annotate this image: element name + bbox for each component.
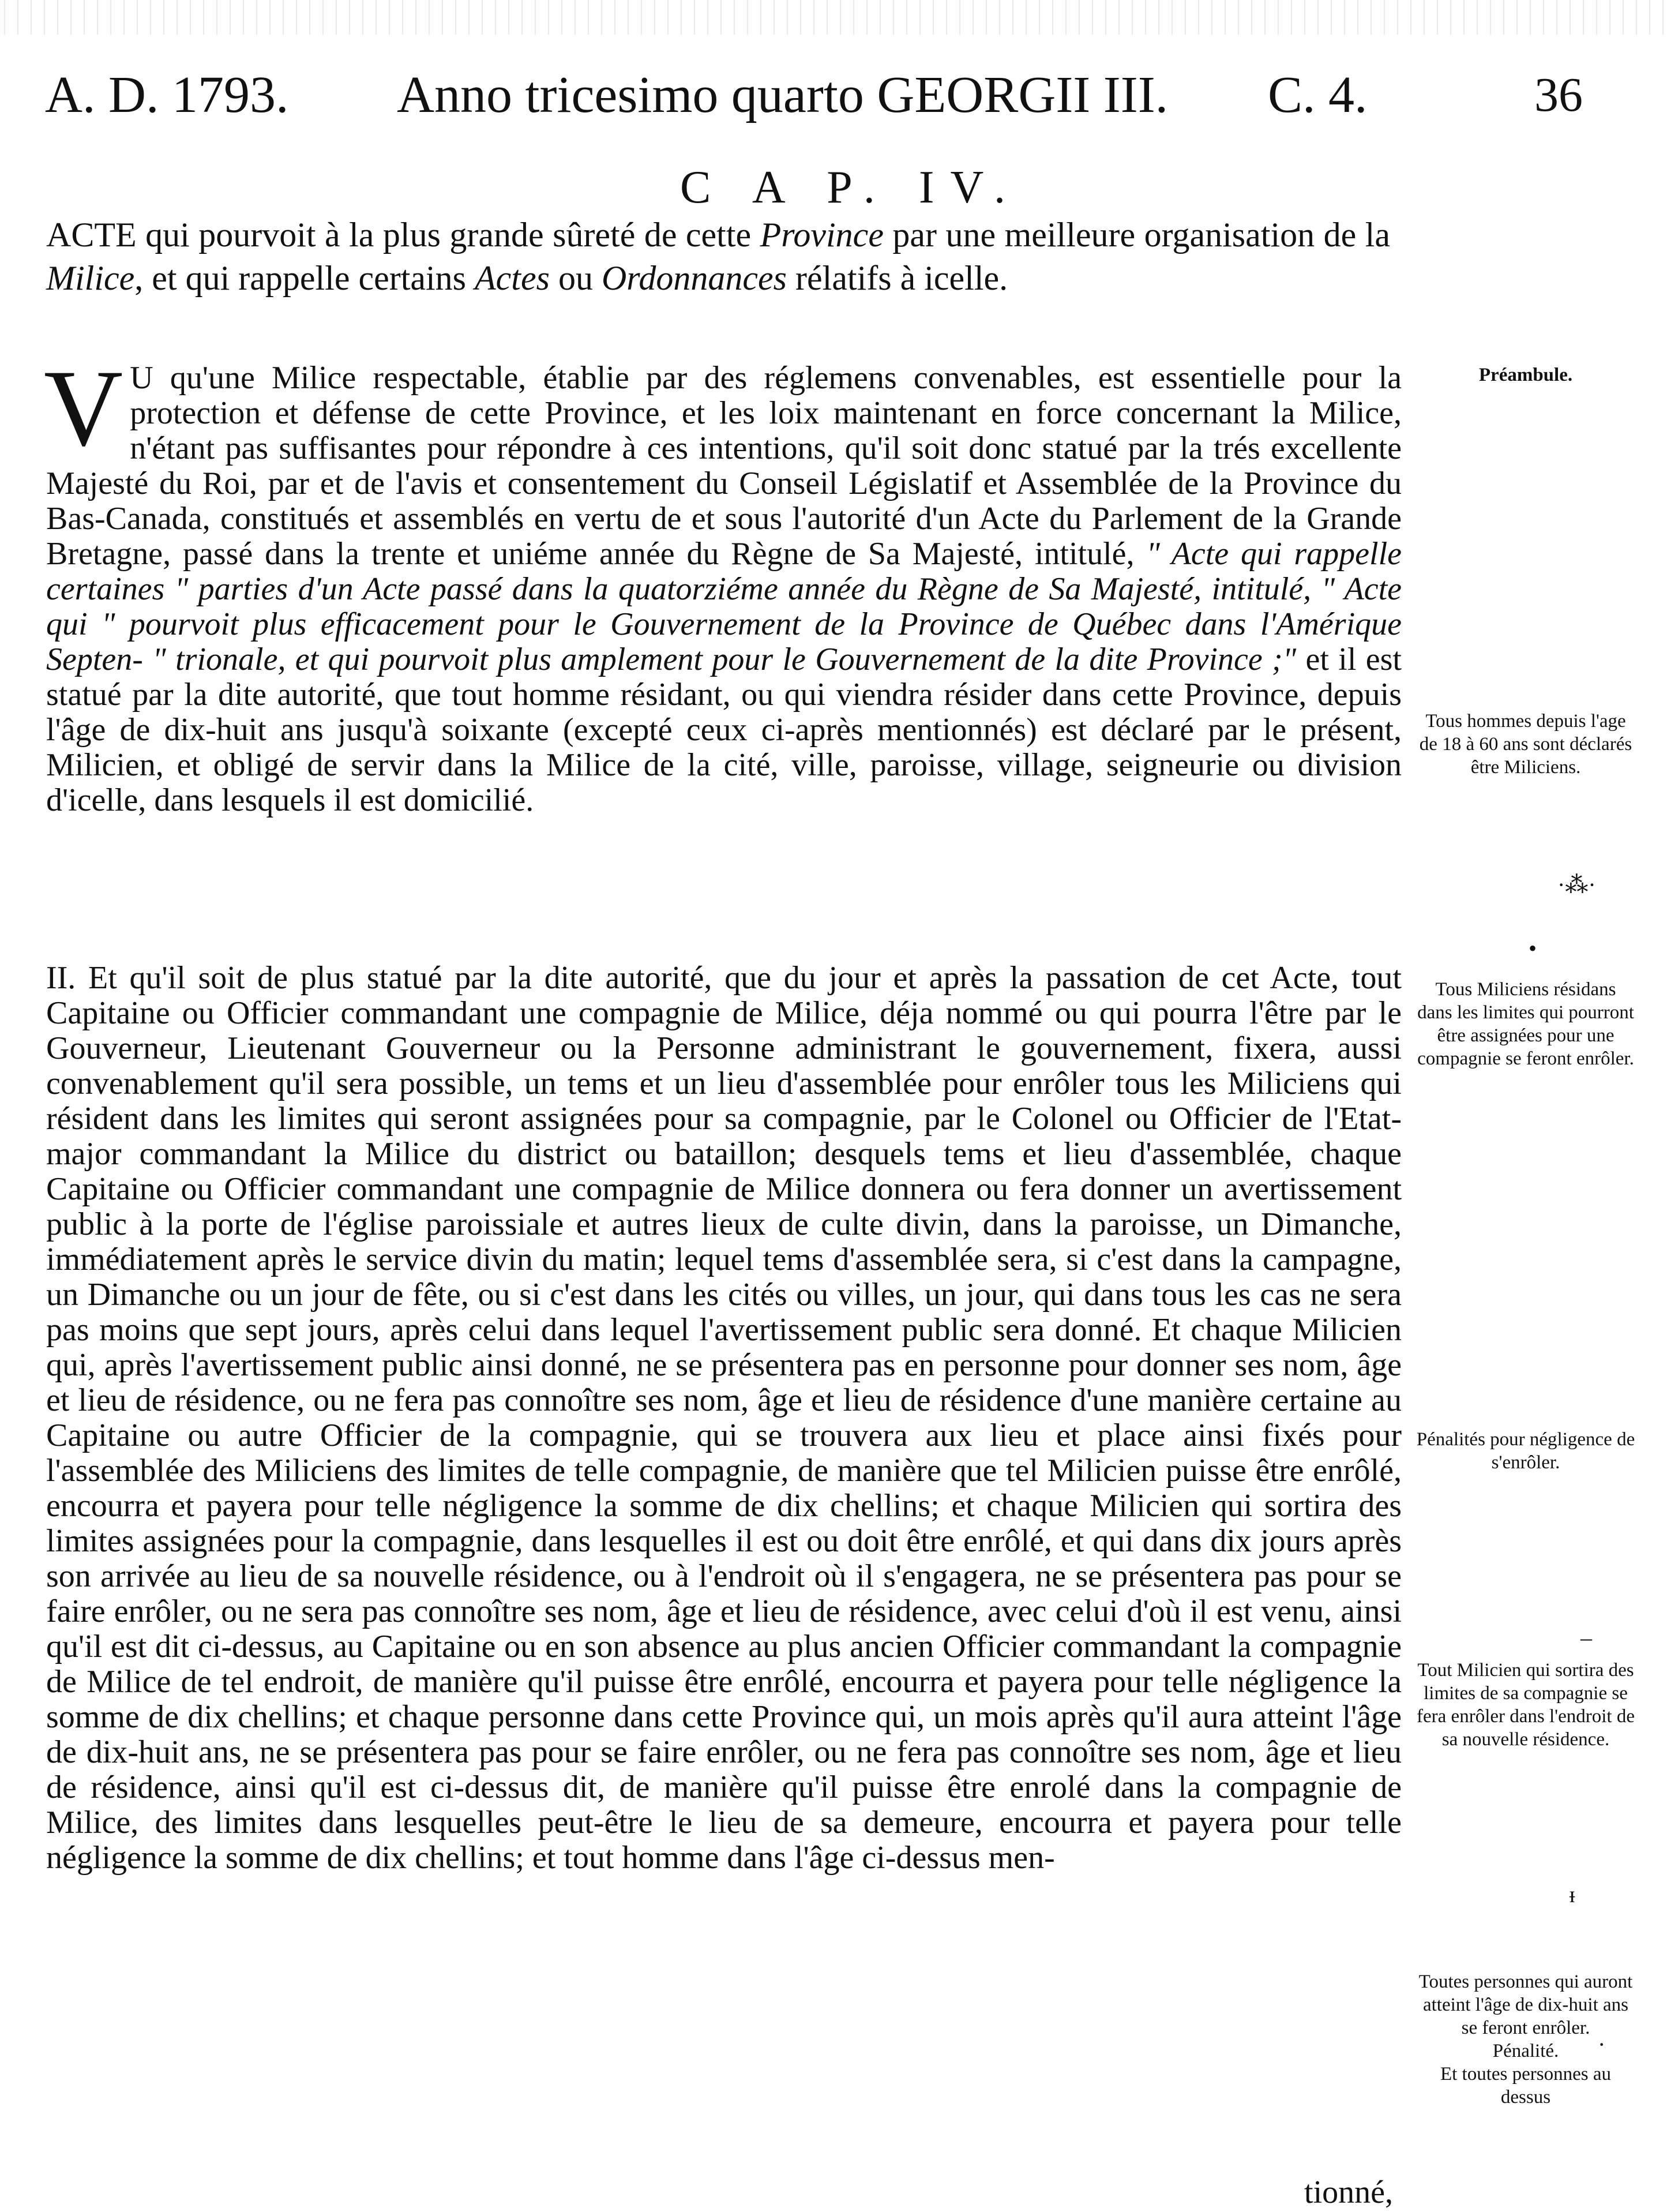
act-title-lead: ACTE qui pourvoit à la plus grande sûreté de cette [46,216,760,254]
printer-ornament: ᵻ [1569,1881,1576,1907]
margin-note-eighteen-text: Toutes personnes qui auront atteint l'âge de dix-huit ans se feront enrôler. [1418,1971,1633,2038]
preamble-quoted-title: " Acte qui rappelle certaines " parties d'un Acte passé dans la quatorziéme année du Règne de Sa Majesté, intitulé, " Acte qui " pourvoit plus efficacement pour le Gouvernement de la Province de Québec dans l'Amérique Septen- " trionale, et qui pourvoit plus amplement pour le Gouvernement de la dite Province ;" [46,536,1402,677]
header-chapter: C. 4. [1268,66,1368,123]
margin-note-preamble: Préambule. [1478,365,1573,385]
drop-cap: V [44,348,123,469]
margin-note-penalty: Pénalité. [1492,2041,1559,2061]
preamble-text-b: et il est statué par la dite autorité, que tout homme résidant, ou qui viendra résider dans cette Province, depuis l'âge de dix-huit ans jusqu'à soixante (excepté ceux ci-après mentionnés) est déclaré par le présent, Milicien, et obligé de servir dans la Milice de la cité, ville, paroisse, village, seigneurie ou division d'icelle, dans lesquels il est domicilié. [46,642,1402,818]
running-header [45,55,1395,136]
printer-ornament: ·⁂· [1557,872,1596,898]
catchword: tionné, [1304,2174,1393,2210]
act-title-province: Province [760,216,884,254]
act-title [46,213,1390,300]
chapter-heading: C A P. IV. [679,162,1022,213]
printer-ornament: – [1580,1625,1592,1651]
preamble-text-a: U qu'une Milice respectable, établie par des réglemens convenables, est essentielle pour la protection et défense de cette Province, et les loix maintenant en force concernant la Milice, n'étant pas suffisantes pour répondre à ces intentions, qu'il soit donc statué par la trés excellente Majesté du Roi, par et de l'avis et consentement du Conseil Législatif et Assemblée de la Province du Bas-Canada, constitués et assemblés en vertu de et sous l'autorité d'un Acte du Parlement de la Grande Bretagne, passé dans la trente et uniéme année du Règne de Sa Majesté, intitulé, [46,360,1402,572]
margin-note-relocation: Tout Milicien qui sortira des limites de sa compagnie se fera enrôler dans l'endroit de sa nouvelle résidence. [1417,1660,1635,1750]
page-number: 36 [1534,68,1583,122]
margin-note-above-age: Et toutes personnes au dessus [1440,2064,1612,2108]
header-regnal-title: Anno tricesimo quarto GEORGII III. [397,66,1169,123]
margin-note-enrolment: Tous Miliciens résidans dans les limites qui pourront être assignées pour une compagnie se feront enrôler. [1417,979,1634,1069]
section-two-paragraph: II. Et qu'il soit de plus statué par la dite autorité, que du jour et après la passation de cet Acte, tout Capitaine ou Officier commandant une compagnie de Milice, déja nommé ou qui pourra l'être par le Gouverneur, Lieutenant Gouverneur ou la Personne administrant le gouvernement, fixera, aussi convenablement qu'il sera possible, un tems et un lieu d'assemblée pour enrôler tous les Miliciens qui résident dans les limites qui seront assignées pour sa compagnie, par le Colonel ou Officier de l'Etat-major commandant la Milice du district ou bataillon; desquels tems et lieu d'assemblée, chaque Capitaine ou Officier commandant une compagnie de Milice donnera ou fera donner un avertissement public à la porte de l'église paroissiale et autres lieux de culte divin, dans la paroisse, un Dimanche, immédiatement après le service divin du matin; lequel tems d'assemblée sera, si c'est dans la campagne, un Dimanche ou un jour de fête, ou si c'est dans les cités ou villes, un jour, qui dans tous les cas ne sera pas moins que sept jours, après celui dans lequel l'avertissement public sera donné. Et chaque Milicien qui, après l'avertissement public ainsi donné, ne se présentera pas en personne pour donner ses nom, âge et lieu de résidence, ou ne fera pas connoître ses nom, âge et lieu de résidence d'une manière certaine au Capitaine ou autre Officier de la compagnie, qui se trouvera aux lieu et place ainsi fixés pour l'assemblée des Miliciens des limites de telle compagnie, de manière que tel Milicien puisse être enrôlé, encourra et payera pour telle négligence la somme de dix chellins; et chaque Milicien qui sortira des limites assignées pour la compagnie, dans lesquelles il est ou doit être enrôlé, et qui dans dix jours après son arrivée au lieu de sa nouvelle résidence, ou à l'endroit où il s'engagera, ne se présentera pas pour se faire enrôler, ou ne sera pas connoître ses nom, âge et lieu de résidence, avec celui d'où il est venu, ainsi qu'il est dit ci-dessus, au Capitaine ou en son absence au plus ancien Officier commandant la compagnie de Milice de tel endroit, de manière qu'il puisse être enrôlé, encourra et payera pour telle négligence la somme de dix chellins; et chaque personne dans cette Province qui, un mois après qu'il aura atteint l'âge de dix-huit ans, ne se présentera pas pour se faire enrôler, ou ne fera pas connoître ses nom, âge et lieu de résidence, ainsi qu'il est ci-dessus dit, de manière qu'il puisse être enrolé dans la compagnie de Milice, des limites dans lesquelles peut-être le lieu de sa demeure, encourra et payera pour telle négligence la somme de dix chellins; et tout homme dans l'âge ci-dessus men- [46,960,1402,1876]
printer-ornament: · [1598,2031,1606,2057]
act-title-actes: Actes [475,259,550,297]
margin-note-penalties: Pénalités pour négligence de s'enrôler. [1416,1429,1635,1473]
act-title-milice: Milice [46,259,135,297]
act-title-tail: rélatifs à icelle. [787,259,1008,297]
act-title-mid1: par une meilleure organisation de la [883,216,1390,254]
scan-noise-top [0,0,1667,35]
margin-note-age-range: Tous hommes depuis l'age de 18 à 60 ans sont déclarés être Miliciens. [1419,711,1632,778]
printer-ornament: • [1529,935,1537,961]
act-title-ou: ou [549,259,602,297]
act-title-mid2: , et qui rappelle certains [134,259,475,297]
header-year: A. D. 1793. [45,66,289,123]
act-title-ordonnances: Ordonnances [601,259,787,297]
preamble-paragraph [44,348,1402,961]
